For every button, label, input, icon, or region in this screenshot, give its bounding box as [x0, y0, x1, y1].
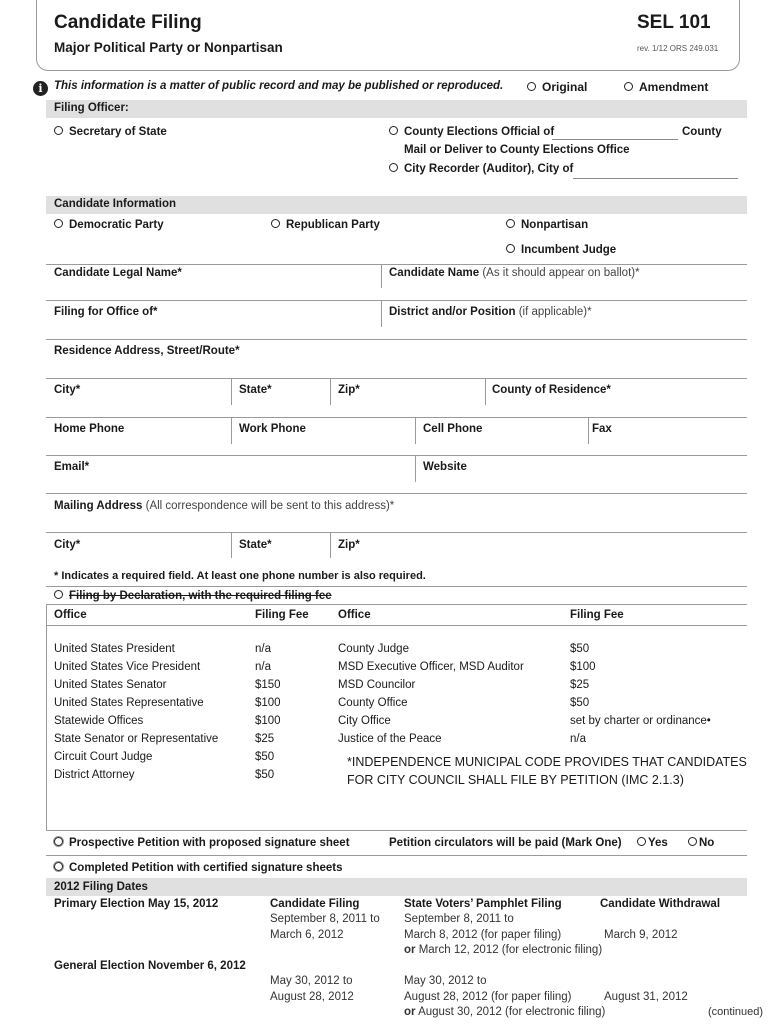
original-radio[interactable]: [527, 80, 587, 94]
fee-row-office: City Office: [338, 715, 391, 727]
primary-pamphlet-paper: March 8, 2012 (for paper filing): [404, 929, 562, 941]
general-cand-end: August 28, 2012: [270, 991, 354, 1003]
incumbent-label: Incumbent Judge: [521, 244, 617, 256]
completed-label: Completed Petition with certified signature sheets: [69, 862, 343, 874]
required-note: * Indicates a required field. At least one phone number is also required.: [54, 570, 426, 582]
form-revision: rev. 1/12 ORS 249.031: [637, 44, 719, 53]
fee-row-fee: $100: [255, 715, 281, 727]
secretary-of-state-radio[interactable]: [54, 126, 167, 138]
amendment-radio[interactable]: [624, 80, 708, 94]
mailing-note: (All correspondence will be sent to this address)*: [145, 500, 395, 512]
county-field[interactable]: County of Residence*: [492, 384, 611, 396]
county-official-label: County Elections Official of: [404, 126, 555, 138]
district-note: (if applicable)*: [518, 306, 592, 318]
republican-radio[interactable]: [271, 219, 380, 231]
general-electronic-date: August 30, 2012 (for electronic filing): [418, 1006, 606, 1018]
col-fee-left: Filing Fee: [255, 609, 309, 621]
fax-field[interactable]: Fax: [592, 423, 612, 435]
filing-officer-heading: Filing Officer:: [54, 102, 129, 114]
fee-row-office: United States Representative: [54, 697, 204, 709]
header-box: [36, 0, 740, 71]
fee-row-office: District Attorney: [54, 769, 135, 781]
fee-row-fee: n/a: [255, 661, 271, 673]
no-label: No: [699, 837, 715, 849]
general-pamphlet-start: May 30, 2012 to: [404, 975, 487, 987]
mailing-label: Mailing Address: [54, 500, 143, 512]
primary-election-label: Primary Election May 15, 2012: [54, 898, 219, 910]
primary-withdrawal: March 9, 2012: [604, 929, 678, 941]
ballot-name-note: (As it should appear on ballot)*: [482, 267, 640, 279]
democratic-radio[interactable]: [54, 219, 164, 231]
fee-row-office: MSD Executive Officer, MSD Auditor: [338, 661, 524, 673]
paid-no-radio[interactable]: [688, 837, 714, 849]
declaration-label: Filing by Declaration, with the required filing fee: [69, 590, 332, 602]
district-label: District and/or Position: [389, 306, 516, 318]
incumbent-judge-radio[interactable]: [506, 244, 616, 256]
form-subtitle: Major Political Party or Nonpartisan: [54, 40, 283, 55]
circulators-paid-label: Petition circulators will be paid (Mark One): [389, 837, 622, 849]
residence-field[interactable]: Residence Address, Street/Route*: [54, 345, 240, 357]
fee-row-office: Justice of the Peace: [338, 733, 442, 745]
ballot-name-label: Candidate Name: [389, 267, 480, 279]
fee-row-fee: set by charter or ordinance•: [570, 715, 711, 727]
fee-row-office: Circuit Court Judge: [54, 751, 153, 763]
county-name-input[interactable]: [552, 139, 678, 140]
legal-name-field[interactable]: Candidate Legal Name*: [54, 267, 182, 279]
fee-row-office: Statewide Offices: [54, 715, 144, 727]
fee-row-fee: $50: [570, 643, 590, 655]
fee-row-office: United States President: [54, 643, 175, 655]
fee-row-fee: n/a: [255, 643, 271, 655]
fee-row-office: County Judge: [338, 643, 409, 655]
completed-petition-radio[interactable]: [54, 862, 343, 874]
city-field[interactable]: City*: [54, 384, 81, 396]
original-label: Original: [542, 80, 588, 94]
imc-note-line2: FOR CITY COUNCIL SHALL FILE BY PETITION (IMC 2.1.3): [347, 773, 684, 787]
general-withdrawal: August 31, 2012: [604, 991, 688, 1003]
fee-row-fee: $100: [255, 697, 281, 709]
work-phone-field[interactable]: Work Phone: [239, 423, 306, 435]
amendment-label: Amendment: [639, 80, 709, 94]
fee-row-fee: $50: [255, 751, 275, 763]
primary-pamphlet-electronic: [404, 944, 602, 956]
col-candidate-filing: Candidate Filing: [270, 898, 360, 910]
county-suffix: County: [682, 126, 722, 138]
or-label: or: [404, 1006, 416, 1018]
fee-row-fee: $25: [570, 679, 590, 691]
zip-field[interactable]: Zip*: [338, 384, 360, 396]
democratic-label: Democratic Party: [69, 219, 164, 231]
fee-row-office: MSD Councilor: [338, 679, 416, 691]
filing-dates-heading: 2012 Filing Dates: [54, 881, 148, 893]
continued-note: (continued): [708, 1006, 764, 1018]
primary-cand-start: September 8, 2011 to: [270, 913, 380, 925]
office-field[interactable]: Filing for Office of*: [54, 306, 158, 318]
col-pamphlet-filing: State Voters’ Pamphlet Filing: [404, 898, 562, 910]
primary-pamphlet-start: September 8, 2011 to: [404, 913, 514, 925]
declaration-radio[interactable]: [54, 590, 332, 602]
website-field[interactable]: Website: [423, 461, 467, 473]
fee-row-fee: $25: [255, 733, 275, 745]
prospective-label: Prospective Petition with proposed signature sheet: [69, 837, 350, 849]
fee-row-fee: $150: [255, 679, 281, 691]
county-official-radio[interactable]: [389, 126, 554, 138]
mail-city-field[interactable]: City*: [54, 539, 81, 551]
fee-row-fee: $100: [570, 661, 596, 673]
republican-label: Republican Party: [286, 219, 380, 231]
nonpartisan-label: Nonpartisan: [521, 219, 589, 231]
fee-row-fee: $50: [570, 697, 590, 709]
filing-officer-bar: [46, 100, 747, 118]
fee-row-fee: $50: [255, 769, 275, 781]
col-candidate-withdrawal: Candidate Withdrawal: [600, 898, 721, 910]
candidate-info-heading: Candidate Information: [54, 198, 177, 210]
fee-row-office: United States Senator: [54, 679, 167, 691]
city-recorder-radio[interactable]: [389, 163, 573, 175]
primary-cand-end: March 6, 2012: [270, 929, 344, 941]
public-record-notice: This information is a matter of public record and may be published or reproduced.: [54, 80, 504, 92]
fee-row-office: County Office: [338, 697, 408, 709]
col-office-right: Office: [338, 609, 371, 621]
fee-row-office: State Senator or Representative: [54, 733, 219, 745]
imc-note-line1: *INDEPENDENCE MUNICIPAL CODE PROVIDES THAT CANDIDATES: [347, 755, 747, 769]
paid-yes-radio[interactable]: [637, 837, 668, 849]
cell-phone-field[interactable]: Cell Phone: [423, 423, 483, 435]
general-cand-start: May 30, 2012 to: [270, 975, 353, 987]
form-id: SEL 101: [637, 12, 711, 33]
or-label: or: [404, 944, 416, 956]
district-field[interactable]: [389, 306, 592, 318]
city-recorder-label: City Recorder (Auditor), City of: [404, 163, 574, 175]
mail-state-field[interactable]: State*: [239, 539, 272, 551]
mail-zip-field[interactable]: Zip*: [338, 539, 360, 551]
mailing-address-field[interactable]: [54, 500, 394, 512]
general-pamphlet-electronic: [404, 1006, 605, 1018]
info-icon: i: [33, 79, 48, 97]
primary-electronic-date: March 12, 2012 (for electronic filing): [418, 944, 603, 956]
fee-row-fee: n/a: [570, 733, 586, 745]
form-title: Candidate Filing: [54, 12, 202, 33]
col-office-left: Office: [54, 609, 87, 621]
mail-deliver-note: Mail or Deliver to County Elections Office: [404, 144, 630, 156]
city-name-input[interactable]: [573, 178, 738, 179]
secretary-label: Secretary of State: [69, 126, 167, 138]
state-field[interactable]: State*: [239, 384, 272, 396]
prospective-petition-radio[interactable]: [54, 837, 350, 849]
email-field[interactable]: Email*: [54, 461, 90, 473]
col-fee-right: Filing Fee: [570, 609, 624, 621]
general-election-label: General Election November 6, 2012: [54, 960, 246, 972]
ballot-name-field[interactable]: [389, 267, 640, 279]
filing-dates-bar: [46, 878, 747, 896]
yes-label: Yes: [648, 837, 668, 849]
home-phone-field[interactable]: Home Phone: [54, 423, 125, 435]
fee-row-office: United States Vice President: [54, 661, 201, 673]
general-pamphlet-paper: August 28, 2012 (for paper filing): [404, 991, 572, 1003]
nonpartisan-radio[interactable]: [506, 219, 588, 231]
